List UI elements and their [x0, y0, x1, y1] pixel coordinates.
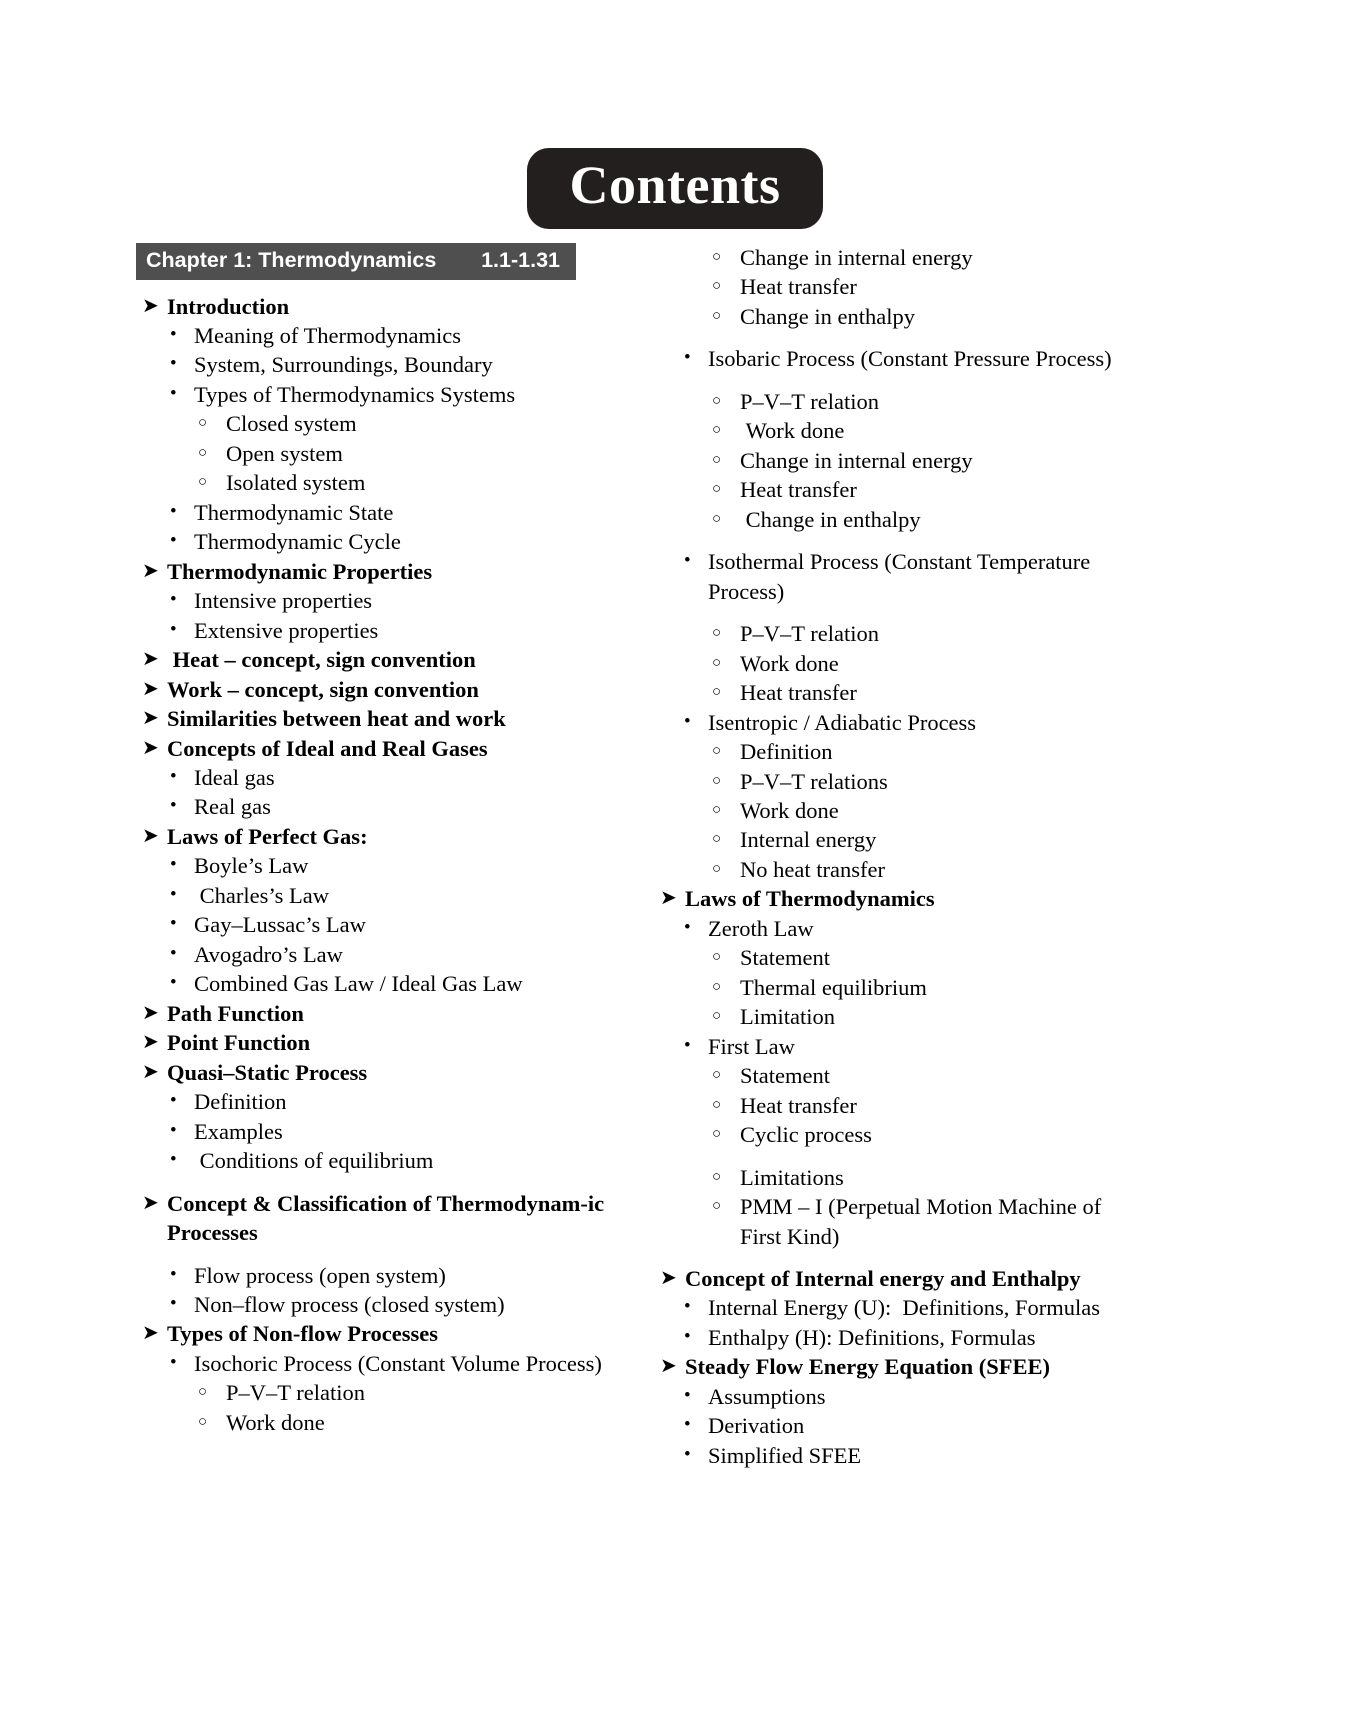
toc-entry-label: Concepts of Ideal and Real Gases	[167, 735, 488, 761]
disc-bullet-icon: •	[684, 550, 691, 572]
disc-bullet-icon: •	[684, 916, 691, 938]
toc-entry-label: Thermodynamic Cycle	[194, 529, 401, 555]
toc-entry[interactable]	[136, 1087, 606, 1116]
toc-entry-label: Thermodynamic State	[194, 499, 394, 525]
toc-entry[interactable]	[136, 409, 606, 438]
toc-entry-label: Boyle’s Law	[194, 853, 309, 879]
toc-entry-label: No heat transfer	[740, 856, 885, 882]
circle-bullet-icon: ○	[198, 1413, 208, 1430]
toc-entry[interactable]	[136, 822, 606, 851]
circle-bullet-icon: ○	[712, 392, 722, 409]
arrow-bullet-icon: ➤	[660, 1267, 677, 1289]
circle-bullet-icon: ○	[712, 772, 722, 789]
toc-entry[interactable]	[650, 475, 1120, 504]
toc-entry-label: Change in enthalpy	[740, 506, 921, 532]
disc-bullet-icon: •	[170, 500, 177, 522]
toc-entry[interactable]	[650, 855, 1120, 884]
disc-bullet-icon: •	[170, 883, 177, 905]
circle-bullet-icon: ○	[712, 625, 722, 642]
toc-entry[interactable]	[136, 999, 606, 1028]
toc-entry-label: Extensive properties	[194, 617, 379, 643]
toc-entry[interactable]	[136, 468, 606, 497]
toc-entry-label: Enthalpy (H): Definitions, Formulas	[708, 1324, 1036, 1350]
circle-bullet-icon: ○	[712, 422, 722, 439]
toc-entry-label: Concept & Classification of Thermodynam-ic Processes	[167, 1190, 610, 1246]
toc-entry-label: Isolated system	[226, 470, 366, 496]
toc-entry[interactable]	[136, 616, 606, 645]
arrow-bullet-icon: ➤	[142, 736, 159, 759]
disc-bullet-icon: •	[170, 1090, 177, 1112]
toc-entry-label: Change in internal energy	[740, 447, 973, 473]
toc-entry-label: Work done	[740, 797, 839, 823]
toc-entry-label: Flow process (open system)	[194, 1262, 446, 1288]
toc-entry[interactable]	[650, 796, 1120, 825]
arrow-bullet-icon: ➤	[142, 1322, 159, 1345]
toc-entry-label: Heat transfer	[740, 477, 857, 503]
toc-entry-label: Quasi–Static Process	[167, 1059, 368, 1085]
toc-entry-label: Introduction	[167, 293, 290, 319]
toc-entry[interactable]	[650, 619, 1120, 648]
toc-entry[interactable]	[650, 1264, 1120, 1293]
toc-entry[interactable]	[650, 416, 1120, 445]
toc-entry-label: Assumptions	[708, 1383, 826, 1409]
circle-bullet-icon: ○	[712, 1168, 722, 1185]
toc-entry[interactable]	[136, 969, 606, 998]
circle-bullet-icon: ○	[712, 1096, 722, 1113]
circle-bullet-icon: ○	[712, 1067, 722, 1084]
left-column	[136, 243, 610, 1437]
arrow-bullet-icon: ➤	[142, 824, 159, 847]
toc-entry-label: Open system	[226, 440, 343, 466]
toc-entry-label: Work done	[740, 418, 845, 444]
toc-entry-label: Isothermal Process (Constant Temperature Process)	[708, 549, 1096, 604]
disc-bullet-icon: •	[170, 972, 177, 994]
chapter-title: Chapter 1: Thermodynamics	[146, 248, 437, 272]
arrow-bullet-icon: ➤	[142, 1031, 159, 1054]
disc-bullet-icon: •	[170, 323, 177, 345]
toc-entry-label: P–V–T relation	[740, 388, 879, 414]
disc-bullet-icon: •	[170, 1119, 177, 1141]
toc-entry[interactable]	[136, 1058, 606, 1087]
toc-entry[interactable]	[650, 825, 1120, 854]
toc-entry[interactable]	[136, 881, 606, 910]
toc-entry-label: Isochoric Process (Constant Volume Process)	[194, 1350, 602, 1376]
toc-entry-label: Thermodynamic Properties	[167, 558, 433, 584]
disc-bullet-icon: •	[684, 1414, 691, 1436]
page-title: Contents	[527, 148, 822, 229]
toc-entry-label: Limitation	[740, 1004, 835, 1030]
toc-list-left	[136, 292, 610, 1438]
arrow-bullet-icon: ➤	[660, 887, 677, 910]
toc-entry[interactable]	[650, 344, 1120, 373]
toc-entry[interactable]	[650, 1293, 1120, 1322]
arrow-bullet-icon: ➤	[142, 677, 159, 700]
toc-entry-label: Statement	[740, 945, 830, 971]
toc-entry-label: Heat – concept, sign convention	[167, 647, 476, 673]
disc-bullet-icon: •	[170, 382, 177, 404]
toc-entry-label: Simplified SFEE	[708, 1442, 862, 1468]
toc-entry-label: Gay–Lussac’s Law	[194, 912, 366, 938]
toc-entry-label: Combined Gas Law / Ideal Gas Law	[194, 971, 523, 997]
toc-entry-label: Work done	[740, 650, 839, 676]
toc-entry[interactable]	[650, 547, 1120, 606]
toc-entry-label: Intensive properties	[194, 588, 373, 614]
toc-entry-label: Cyclic process	[740, 1122, 872, 1148]
toc-entry[interactable]	[136, 1408, 606, 1437]
page-title-container	[0, 148, 1350, 229]
toc-entry[interactable]	[136, 380, 606, 409]
toc-entry-label: Real gas	[194, 794, 271, 820]
toc-entry[interactable]	[650, 943, 1120, 972]
circle-bullet-icon: ○	[198, 474, 208, 491]
toc-entry-label: Definition	[194, 1089, 287, 1115]
circle-bullet-icon: ○	[712, 278, 722, 295]
toc-entry[interactable]	[650, 505, 1120, 534]
toc-entry-label: Laws of Thermodynamics	[685, 886, 935, 912]
toc-entry-label: Zeroth Law	[708, 915, 814, 941]
circle-bullet-icon: ○	[198, 1384, 208, 1401]
toc-entry[interactable]	[136, 557, 606, 586]
toc-entry[interactable]	[650, 272, 1120, 301]
toc-entry[interactable]	[136, 1349, 606, 1378]
disc-bullet-icon: •	[170, 1292, 177, 1314]
toc-entry[interactable]	[650, 1120, 1120, 1149]
toc-entry[interactable]	[136, 586, 606, 615]
circle-bullet-icon: ○	[198, 444, 208, 461]
toc-entry[interactable]	[136, 940, 606, 969]
arrow-bullet-icon: ➤	[142, 1001, 159, 1024]
toc-entry[interactable]	[136, 1146, 606, 1175]
arrow-bullet-icon: ➤	[660, 1355, 677, 1378]
toc-entry-label: System, Surroundings, Boundary	[194, 352, 493, 378]
disc-bullet-icon: •	[170, 1149, 177, 1171]
toc-entry-label: Laws of Perfect Gas:	[167, 823, 368, 849]
circle-bullet-icon: ○	[712, 831, 722, 848]
disc-bullet-icon: •	[684, 1034, 691, 1056]
arrow-bullet-icon: ➤	[142, 1191, 159, 1214]
toc-entry[interactable]	[136, 792, 606, 821]
circle-bullet-icon: ○	[712, 1198, 722, 1215]
toc-entry-label: Non–flow process (closed system)	[194, 1291, 505, 1317]
toc-entry[interactable]	[136, 321, 606, 350]
toc-entry[interactable]	[136, 1319, 606, 1348]
circle-bullet-icon: ○	[712, 684, 722, 701]
disc-bullet-icon: •	[170, 589, 177, 611]
toc-entry[interactable]	[650, 1323, 1120, 1352]
toc-entry[interactable]	[136, 292, 606, 321]
circle-bullet-icon: ○	[712, 481, 722, 498]
toc-entry[interactable]	[136, 704, 606, 733]
toc-entry-label: Change in internal energy	[740, 245, 973, 270]
toc-entry-label: Conditions of equilibrium	[194, 1148, 434, 1174]
toc-entry-label: PMM – I (Perpetual Motion Machine of First Kind)	[740, 1194, 1107, 1249]
toc-entry-label: Thermal equilibrium	[740, 974, 927, 1000]
toc-entry-label: Heat transfer	[740, 680, 857, 706]
toc-entry-label: Ideal gas	[194, 765, 275, 790]
disc-bullet-icon: •	[170, 795, 177, 817]
arrow-bullet-icon: ➤	[142, 294, 159, 317]
toc-entry[interactable]	[650, 737, 1120, 766]
toc-entry-label: Definition	[740, 739, 833, 765]
toc-entry-label: Heat transfer	[740, 1092, 857, 1118]
toc-entry[interactable]	[136, 1028, 606, 1057]
circle-bullet-icon: ○	[198, 415, 208, 432]
toc-entry[interactable]	[136, 910, 606, 939]
toc-entry[interactable]	[136, 1117, 606, 1146]
disc-bullet-icon: •	[684, 1384, 691, 1406]
toc-entry[interactable]	[650, 767, 1120, 796]
toc-entry[interactable]	[136, 675, 606, 704]
toc-entry[interactable]	[136, 439, 606, 468]
toc-entry[interactable]	[650, 1163, 1120, 1192]
toc-entry[interactable]	[650, 1411, 1120, 1440]
toc-entry[interactable]	[136, 527, 606, 556]
toc-entry[interactable]	[650, 1352, 1120, 1381]
circle-bullet-icon: ○	[712, 451, 722, 468]
toc-entry-label: Charles’s Law	[194, 882, 329, 908]
circle-bullet-icon: ○	[712, 510, 722, 527]
toc-entry[interactable]	[650, 302, 1120, 331]
toc-entry[interactable]	[650, 1002, 1120, 1031]
toc-entry[interactable]	[136, 734, 606, 763]
toc-entry-label: Avogadro’s Law	[194, 941, 343, 967]
toc-entry[interactable]	[650, 1192, 1120, 1251]
circle-bullet-icon: ○	[712, 654, 722, 671]
disc-bullet-icon: •	[684, 1296, 691, 1318]
arrow-bullet-icon: ➤	[142, 1060, 159, 1083]
toc-entry[interactable]	[650, 884, 1120, 913]
circle-bullet-icon: ○	[712, 978, 722, 995]
toc-entry-label: Concept of Internal energy and Enthalpy	[685, 1266, 1081, 1291]
toc-entry-label: Heat transfer	[740, 274, 857, 300]
toc-entry[interactable]	[136, 1378, 606, 1407]
toc-entry-label: Closed system	[226, 411, 357, 437]
arrow-bullet-icon: ➤	[142, 559, 159, 582]
toc-entry-label: Meaning of Thermodynamics	[194, 322, 462, 348]
toc-entry-label: Isentropic / Adiabatic Process	[708, 709, 977, 735]
toc-entry-label: First Law	[708, 1033, 795, 1059]
disc-bullet-icon: •	[170, 1263, 177, 1285]
disc-bullet-icon: •	[170, 530, 177, 552]
toc-entry-label: Limitations	[740, 1164, 844, 1190]
toc-entry[interactable]	[650, 1032, 1120, 1061]
disc-bullet-icon: •	[684, 1325, 691, 1347]
disc-bullet-icon: •	[684, 347, 691, 369]
right-column	[650, 243, 1120, 1470]
toc-entry-label: P–V–T relations	[740, 768, 888, 794]
toc-entry-label: Derivation	[708, 1413, 805, 1439]
circle-bullet-icon: ○	[712, 307, 722, 324]
toc-entry[interactable]	[650, 973, 1120, 1002]
circle-bullet-icon: ○	[712, 801, 722, 818]
toc-entry-label: Isobaric Process (Constant Pressure Process)	[708, 346, 1112, 372]
disc-bullet-icon: •	[170, 618, 177, 640]
disc-bullet-icon: •	[170, 1351, 177, 1373]
disc-bullet-icon: •	[170, 766, 177, 787]
disc-bullet-icon: •	[684, 710, 691, 732]
toc-entry[interactable]	[650, 387, 1120, 416]
toc-entry-label: Path Function	[167, 1000, 304, 1026]
toc-entry[interactable]	[650, 1441, 1120, 1470]
toc-entry-label: Point Function	[167, 1030, 311, 1056]
circle-bullet-icon: ○	[712, 1008, 722, 1025]
disc-bullet-icon: •	[170, 854, 177, 876]
arrow-bullet-icon: ➤	[142, 648, 159, 671]
toc-entry[interactable]	[650, 1091, 1120, 1120]
chapter-header-bar	[136, 243, 576, 280]
toc-entry-label: Internal energy	[740, 827, 877, 853]
toc-entry-label: Change in enthalpy	[740, 303, 915, 329]
toc-entry-label: P–V–T relation	[740, 621, 879, 647]
toc-entry[interactable]	[650, 678, 1120, 707]
circle-bullet-icon: ○	[712, 1126, 722, 1143]
toc-entry[interactable]	[136, 1189, 610, 1248]
toc-entry-label: P–V–T relation	[226, 1380, 365, 1406]
toc-entry-label: Types of Thermodynamics Systems	[194, 381, 516, 407]
toc-entry[interactable]	[136, 763, 606, 792]
toc-entry[interactable]	[136, 1261, 606, 1290]
circle-bullet-icon: ○	[712, 860, 722, 877]
toc-entry[interactable]	[650, 1382, 1120, 1411]
toc-entry[interactable]	[650, 649, 1120, 678]
toc-entry[interactable]	[650, 708, 1120, 737]
disc-bullet-icon: •	[170, 353, 177, 375]
toc-entry[interactable]	[136, 350, 606, 379]
chapter-page-range: 1.1-1.31	[481, 248, 560, 272]
toc-entry[interactable]	[136, 498, 606, 527]
toc-entry-label: Examples	[194, 1118, 283, 1144]
toc-list-right	[650, 243, 1120, 1470]
circle-bullet-icon: ○	[712, 743, 722, 760]
arrow-bullet-icon: ➤	[142, 707, 159, 730]
toc-entry-label: Statement	[740, 1063, 830, 1089]
toc-entry-label: Types of Non-flow Processes	[167, 1321, 439, 1347]
disc-bullet-icon: •	[170, 942, 177, 964]
toc-entry[interactable]	[650, 243, 1120, 272]
circle-bullet-icon: ○	[712, 949, 722, 966]
toc-entry[interactable]	[650, 914, 1120, 943]
disc-bullet-icon: •	[684, 1443, 691, 1465]
toc-entry[interactable]	[136, 1290, 606, 1319]
disc-bullet-icon: •	[170, 913, 177, 935]
toc-entry-label: Work done	[226, 1409, 325, 1435]
toc-entry[interactable]	[136, 645, 606, 674]
toc-entry[interactable]	[650, 1061, 1120, 1090]
toc-entry-label: Similarities between heat and work	[167, 706, 506, 732]
toc-entry[interactable]	[136, 851, 606, 880]
toc-entry[interactable]	[650, 446, 1120, 475]
toc-entry-label: Internal Energy (U): Definitions, Formulas	[708, 1295, 1101, 1321]
circle-bullet-icon: ○	[712, 249, 722, 265]
toc-entry-label: Steady Flow Energy Equation (SFEE)	[685, 1354, 1051, 1380]
toc-entry-label: Work – concept, sign convention	[167, 676, 479, 702]
